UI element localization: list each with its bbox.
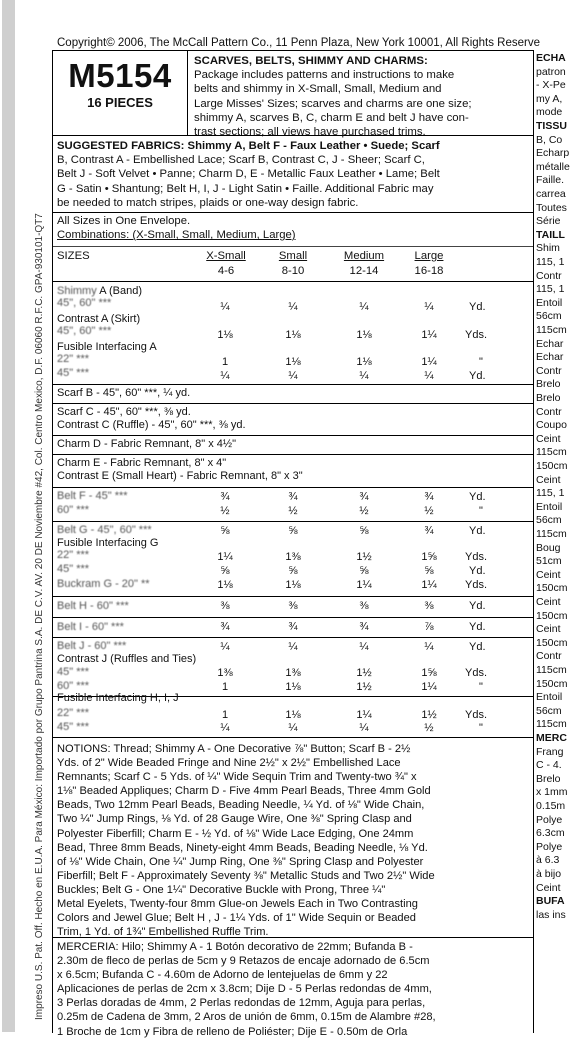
- yardage-width: 22" ***: [57, 353, 90, 365]
- yardage-cell: ¾: [288, 491, 298, 503]
- french-column-line: Série: [536, 215, 561, 228]
- yardage-width: 45" ***: [57, 666, 90, 678]
- yardage-cell: ⅝: [288, 565, 298, 577]
- yardage-unit: Yds.: [465, 329, 488, 341]
- notions-line: Remnants; Scarf C - 5 Yds. of ¼" Wide Sequin Trim and Twenty-two ¾" x: [57, 771, 417, 784]
- scarf-c-yardage: Scarf C - 45", 60" ***, ⅜ yd.: [57, 406, 191, 418]
- yardage-cell: ⅜: [359, 600, 369, 612]
- pattern-envelope-back: [52, 50, 534, 1038]
- yardage-cell: ⅝: [359, 565, 369, 577]
- french-column-line: 150cm: [536, 609, 568, 622]
- yardage-cell: ½: [288, 505, 298, 517]
- fabrics-line: SUGGESTED FABRICS: Shimmy A, Belt F - Faux Leather • Suede; Scarf: [57, 140, 440, 152]
- yardage-cell: 1⅛: [285, 709, 301, 721]
- yardage-unit: Yds.: [465, 667, 488, 679]
- yardage-width: 45", 60" ***: [57, 297, 112, 309]
- notions-line: Colors and Jewel Glue; Belt H , J - 1¼ Yds. of 1" Wide Sequin or Beaded: [57, 912, 416, 925]
- yardage-cell: ¼: [288, 301, 298, 313]
- divider: [53, 737, 533, 738]
- french-column-line: Brelo: [536, 378, 561, 391]
- french-column-line: Ceint: [536, 568, 561, 581]
- yardage-label: Belt G - 45", 60" ***: [57, 524, 152, 536]
- description-line: Package includes patterns and instructions to make: [194, 69, 455, 82]
- size-medium: Medium: [343, 250, 385, 262]
- yardage-cell: 1¼: [421, 329, 437, 341]
- notions-line: Two ¼" Jump Rings, ⅛ Yd. of 28 Gauge Wire, One ⅜" Spring Clasp and: [57, 813, 412, 826]
- notions-line: Buckles; Belt G - One 1¼" Decorative Buckle with Prong, Three ¼": [57, 883, 386, 896]
- merceria-line: 0.25m de Cadena de 3mm, 2 Aros de unión de 6mm, 0.15m de Alambre #28,: [57, 1011, 436, 1024]
- page-edge: [2, 0, 15, 1032]
- size-small: Small: [278, 250, 308, 262]
- yardage-cell: ⅜: [424, 600, 434, 612]
- yardage-cell: 1⅛: [356, 329, 372, 341]
- yardage-width: 60" ***: [57, 680, 90, 692]
- left-margin-strip: [0, 0, 54, 1032]
- yardage-cell: 1⅛: [285, 356, 301, 368]
- yardage-unit: Yd.: [469, 621, 486, 633]
- description-line: Large Misses' Sizes; scarves and charms are one size;: [194, 97, 472, 110]
- yardage-cell: ¼: [424, 370, 434, 382]
- french-column-line: C - 4.: [536, 759, 562, 772]
- french-column-line: Contr: [536, 650, 562, 663]
- french-column-line: à bijo: [536, 868, 562, 880]
- french-column-line: 115cm: [536, 446, 567, 459]
- divider: [53, 487, 533, 488]
- yardage-width: 45" ***: [57, 563, 90, 575]
- yardage-label: Contrast A (Skirt): [57, 313, 141, 325]
- french-column-line: Contr: [536, 405, 562, 418]
- yardage-unit: Yd.: [469, 600, 486, 612]
- yardage-cell: ¾: [424, 525, 434, 537]
- yardage-label: Fusible Interfacing H, I, J: [57, 692, 179, 704]
- yardage-unit: Yd.: [469, 491, 486, 503]
- yardage-cell: ¾: [220, 621, 230, 633]
- fabrics-line: B, Contrast A - Embellished Lace; Scarf B, Contrast C, J - Sheer; Scarf C,: [57, 154, 425, 167]
- french-column-line: Echarp: [536, 147, 570, 160]
- yardage-cell: ¼: [220, 370, 230, 382]
- french-column-line: 150cm: [536, 636, 568, 649]
- french-column-line: B, Co: [536, 133, 563, 146]
- yardage-width: 22" ***: [57, 549, 90, 561]
- yardage-label: Belt I - 60" ***: [57, 621, 124, 633]
- french-column-line: Entoil: [536, 500, 563, 513]
- french-column-line: 150cm: [536, 460, 568, 472]
- divider: [53, 281, 533, 282]
- yardage-cell: ⅝: [220, 565, 230, 577]
- yardage-cell: ¼: [424, 301, 434, 313]
- yardage-cell: ¼: [288, 370, 298, 382]
- description-title: SCARVES, BELTS, SHIMMY AND CHARMS:: [194, 55, 428, 67]
- french-column-line: à 6.3: [536, 854, 560, 867]
- yardage-cell: ⅜: [288, 600, 298, 612]
- french-column-line: Coupo: [536, 419, 567, 432]
- size-range: 16-18: [414, 265, 444, 277]
- yardage-cell: ⅝: [359, 525, 369, 537]
- divider: [53, 637, 533, 638]
- size-xsmall: X-Small: [206, 250, 246, 262]
- french-column-line: 51cm: [536, 555, 562, 568]
- description-line: trast sections; all views have purchased trims.: [194, 126, 426, 139]
- yardage-cell: 1⅛: [217, 579, 233, 591]
- notions-line: Fiberfill; Belt F - Approximately Seventy ⅜" Metallic Studs and Two 2½" Wide: [57, 869, 435, 882]
- divider: [53, 403, 533, 404]
- size-large: Large: [414, 250, 444, 262]
- yardage-cell: 1¼: [421, 681, 437, 693]
- yardage-cell: ⅝: [220, 525, 230, 537]
- yardage-cell: ¼: [220, 301, 230, 313]
- french-column-line: Ceint: [536, 473, 561, 486]
- yardage-cell: ¾: [359, 621, 369, 633]
- yardage-cell: ¼: [288, 641, 298, 653]
- yardage-unit: ": [479, 505, 483, 517]
- yardage-cell: 1½: [356, 667, 372, 679]
- french-column-line: métalle: [536, 160, 570, 173]
- yardage-width: 60" ***: [57, 504, 90, 516]
- french-column-line: 115cm: [536, 324, 567, 336]
- yardage-cell: 1¼: [217, 551, 233, 563]
- french-column-line: 115, 1: [536, 283, 565, 296]
- merceria-line: 3 Perlas doradas de 4mm, 2 Perlas redondas de 12mm, Aguja para perlas,: [57, 997, 426, 1010]
- merceria-section: [57, 940, 531, 1039]
- yardage-cell: ¼: [220, 641, 230, 653]
- french-column-line: 115cm: [536, 718, 567, 731]
- notions-line: Metal Eyelets, Twenty-four 8mm Glue-on Jewels Each in Two Contrasting: [57, 898, 418, 911]
- yardage-cell: ¼: [359, 301, 369, 313]
- french-column-line: x 1mm: [536, 786, 568, 799]
- yardage-cell: 1: [221, 709, 229, 721]
- yardage-cell: ¼: [359, 722, 369, 734]
- french-column-line: Contr: [536, 364, 562, 377]
- pieces-count: 16 PIECES: [87, 95, 153, 110]
- french-column-line: Ceint: [536, 432, 561, 445]
- french-column-line: 150cm: [536, 677, 568, 690]
- french-column-line: TAILL: [536, 228, 565, 241]
- suggested-fabrics: [57, 139, 531, 210]
- size-range: 4-6: [217, 265, 235, 277]
- yardage-cell: ¼: [359, 641, 369, 653]
- merceria-line: Aplicaciones de perlas de 2cm x 3.8cm; Dije D - 5 Perlas redondas de 4mm,: [57, 983, 432, 996]
- notions-line: Beads, Two 12mm Pearl Beads, Beading Needle, ¼ Yd. of ⅛" Wide Chain,: [57, 799, 425, 812]
- french-column-line: Ceint: [536, 596, 561, 608]
- french-column-line: Boug: [536, 541, 561, 554]
- divider: [53, 521, 533, 522]
- french-column-line: Entoil: [536, 691, 563, 704]
- yardage-cell: 1⅜: [217, 667, 233, 679]
- yardage-width: 22" ***: [57, 707, 90, 719]
- french-column-line: carrea: [536, 188, 566, 200]
- french-column-line: MERC: [536, 732, 567, 744]
- yardage-cell: 1⅜: [285, 667, 301, 679]
- yardage-unit: ": [479, 722, 483, 734]
- divider: [53, 454, 533, 455]
- yardage-cell: ⅜: [220, 600, 230, 612]
- french-column-line: las ins: [536, 908, 566, 921]
- divider: [53, 937, 533, 938]
- merceria-line: MERCERIA: Hilo; Shimmy A - 1 Botón decorativo de 22mm; Bufanda B -: [57, 941, 413, 953]
- yardage-cell: 1½: [421, 709, 437, 721]
- yardage-cell: 1: [221, 356, 229, 368]
- french-column-line: 115, 1: [536, 487, 565, 500]
- yardage-unit: Yd.: [469, 525, 486, 537]
- size-range: 8-10: [281, 265, 305, 277]
- notions-line: Trim, 1 Yd. of 1¾" Embellished Ruffle Trim.: [57, 926, 269, 939]
- notions-line: NOTIONS: Thread; Shimmy A - One Decorative ⅞" Button; Scarf B - 2½: [57, 743, 411, 755]
- french-column-line: Brelo: [536, 392, 561, 404]
- size-range: 12-14: [349, 265, 379, 277]
- yardage-cell: 1⅜: [285, 551, 301, 563]
- yardage-label: Buckram G - 20" **: [57, 578, 150, 590]
- sizes-label: SIZES: [57, 250, 90, 262]
- yardage-cell: ½: [359, 505, 369, 517]
- yardage-unit: Yd.: [469, 641, 486, 653]
- combinations-note: Combinations: (X-Small, Small, Medium, Large): [57, 229, 296, 241]
- french-column-line: 150cm: [536, 582, 568, 595]
- yardage-cell: ⅝: [424, 565, 434, 577]
- yardage-width: 45" ***: [57, 721, 90, 733]
- yardage-label: Shimmy A (Band): [57, 285, 142, 297]
- contrast-e-yardage: Contrast E (Small Heart) - Fabric Remnant, 8" x 3": [57, 470, 303, 482]
- yardage-unit: ": [479, 356, 483, 368]
- french-column-line: - X-Pe: [536, 79, 566, 92]
- yardage-unit: Yd.: [469, 301, 486, 313]
- yardage-cell: 1⅝: [421, 551, 437, 563]
- yardage-cell: ¾: [220, 491, 230, 503]
- french-column-cropped: [533, 50, 570, 1032]
- description-line: shimmy A, scarves B, C, charm E and belt J have con-: [194, 111, 469, 124]
- yardage-label: Fusible Interfacing A: [57, 341, 157, 353]
- copyright-line: Copyright© 2006, The McCall Pattern Co., 11 Penn Plaza, New York 10001, All Rights Reserve: [57, 37, 540, 49]
- merceria-line: 2.30m de fleco de perlas de 5cm y 9 Retazos de encaje adornado de 6.5cm: [57, 955, 430, 968]
- merceria-line: x 6.5cm; Bufanda C - 4.60m de Adorno de lentejuelas de 6mm y 22: [57, 969, 388, 982]
- french-column-line: Entoil: [536, 296, 563, 309]
- yardage-unit: Yds.: [465, 709, 488, 721]
- yardage-cell: 1¼: [356, 709, 372, 721]
- french-column-line: Frang: [536, 745, 564, 758]
- merceria-line: 1 Broche de 1cm y Fibra de relleno de Poliéster; Dije E - 0.50m de Orla: [57, 1025, 408, 1038]
- yardage-cell: 1: [221, 681, 229, 693]
- french-column-line: Brelo: [536, 772, 561, 785]
- french-column-line: 56cm: [536, 704, 562, 717]
- yardage-unit: ": [479, 681, 483, 693]
- yardage-label: Fusible Interfacing G: [57, 537, 159, 549]
- yardage-label: Belt H - 60" ***: [57, 600, 129, 612]
- divider: [53, 246, 533, 247]
- yardage-cell: ¾: [424, 491, 434, 503]
- french-column-line: 56cm: [536, 514, 562, 527]
- yardage-cell: ⅝: [288, 525, 298, 537]
- yardage-cell: 1⅛: [285, 329, 301, 341]
- yardage-cell: 1½: [356, 551, 372, 563]
- divider: [53, 596, 533, 597]
- yardage-cell: 1⅛: [285, 579, 301, 591]
- notions-section: [57, 742, 531, 939]
- yardage-unit: Yds.: [465, 579, 488, 591]
- french-column-line: BUFA: [536, 895, 565, 908]
- yardage-cell: 1½: [356, 681, 372, 693]
- notions-line: 1⅛" Beaded Appliques; Charm D - Five 4mm Pearl Beads, Three 4mm Gold: [57, 785, 431, 798]
- french-column-line: Ceint: [536, 881, 561, 894]
- yardage-cell: ¼: [220, 722, 230, 734]
- yardage-cell: ½: [220, 505, 230, 517]
- yardage-cell: ¼: [424, 641, 434, 653]
- fabrics-line: Belt J - Soft Velvet • Panne; Charm D, E - Metallic Faux Leather • Lame; Belt: [57, 168, 440, 181]
- yardage-label: Belt F - 45" ***: [57, 490, 128, 502]
- yardage-width: 45" ***: [57, 367, 90, 379]
- yardage-cell: 1⅛: [217, 329, 233, 341]
- notions-line: Yds. of 2" Wide Beaded Fringe and Nine 2½" x 2½" Embellished Lace: [57, 757, 401, 770]
- divider: [53, 617, 533, 618]
- french-column-line: 56cm: [536, 310, 562, 323]
- yardage-cell: ¼: [288, 722, 298, 734]
- french-column-line: Contr: [536, 269, 562, 282]
- french-column-line: 6.3cm: [536, 827, 565, 840]
- yardage-cell: 1⅛: [356, 356, 372, 368]
- french-column-line: Echar: [536, 351, 564, 364]
- french-column-line: ECHA: [536, 52, 566, 64]
- fabrics-line: G - Satin • Shantung; Belt H, I, J - Light Satin • Faille. Additional Fabric may: [57, 182, 434, 195]
- notions-line: Bead, Three 8mm Beads, Ninety-eight 4mm Beads, Beading Needle, ⅛ Yd.: [57, 841, 428, 854]
- scarf-b-yardage: Scarf B - 45", 60" ***, ¼ yd.: [57, 387, 191, 399]
- yardage-cell: 1⅝: [421, 667, 437, 679]
- pattern-number: M5154: [68, 57, 172, 94]
- charm-e-yardage: Charm E - Fabric Remnant, 8" x 4": [57, 457, 227, 469]
- french-column-line: 115, 1: [536, 256, 565, 268]
- yardage-cell: ¾: [359, 491, 369, 503]
- notions-line: of ⅛" Wide Chain, One ¼" Jump Ring, One ⅜" Spring Clasp and Polyester: [57, 855, 424, 868]
- divider: [53, 384, 533, 385]
- french-column-line: TISSU: [536, 120, 567, 132]
- charm-d-yardage: Charm D - Fabric Remnant, 8" x 4½": [57, 438, 236, 450]
- french-column-line: Ceint: [536, 623, 561, 636]
- yardage-cell: ½: [424, 505, 434, 517]
- french-column-line: Polye: [536, 840, 563, 853]
- yardage-cell: ¾: [288, 621, 298, 633]
- yardage-cell: 1⅛: [285, 681, 301, 693]
- yardage-cell: 1¼: [421, 356, 437, 368]
- french-column-line: patron: [536, 65, 566, 78]
- french-column-line: 0.15m: [536, 800, 566, 812]
- pattern-description: [194, 54, 531, 139]
- french-column-line: Faille.: [536, 174, 565, 187]
- yardage-label: Contrast J (Ruffles and Ties): [57, 653, 197, 665]
- yardage-unit: Yds.: [465, 551, 488, 563]
- yardage-cell: ½: [424, 722, 434, 734]
- divider: [53, 435, 533, 436]
- french-column-line: mode: [536, 106, 563, 119]
- yardage-unit: Yd.: [469, 565, 486, 577]
- contrast-c-yardage: Contrast C (Ruffle) - 45", 60" ***, ⅜ yd.: [57, 419, 246, 431]
- vertical-import-notice: Impreso U.S. Pat. Off. Hecho en E.U.A. Para México: Importado por Grupo Pantrina S.A. DE C.V. AV. 20 DE Noviembre #42, Col. Centro Mexico, D.F. 06060 R.F.C. GPA-930101-QT7: [34, 213, 45, 1020]
- yardage-cell: 1¼: [421, 579, 437, 591]
- french-column-line: Polye: [536, 813, 563, 826]
- divider: [53, 212, 533, 213]
- french-column-line: 115cm: [536, 528, 567, 540]
- yardage-cell: 1¼: [356, 579, 372, 591]
- yardage-unit: Yd.: [469, 370, 486, 382]
- french-column-line: my A,: [536, 92, 563, 105]
- description-line: belts and shimmy in X-Small, Small, Medium and: [194, 83, 442, 96]
- french-column-line: Shim: [536, 242, 560, 255]
- yardage-cell: ⅞: [424, 621, 434, 633]
- french-column-line: 115cm: [536, 664, 567, 676]
- all-sizes-note: All Sizes in One Envelope.: [57, 215, 191, 227]
- pattern-number-box: [53, 51, 188, 135]
- header-block: [53, 51, 533, 139]
- notions-line: Polyester Fiberfill; Charm E - ½ Yd. of ⅛" Wide Lace Edging, One 24mm: [57, 827, 414, 840]
- french-column-line: Echar: [536, 337, 564, 350]
- yardage-width: 45", 60" ***: [57, 325, 112, 337]
- yardage-label: Belt J - 60" ***: [57, 640, 127, 652]
- fabrics-line: be needed to match stripes, plaids or one-way design fabric.: [57, 196, 359, 209]
- yardage-cell: ¼: [359, 370, 369, 382]
- french-column-line: Toutes: [536, 201, 567, 214]
